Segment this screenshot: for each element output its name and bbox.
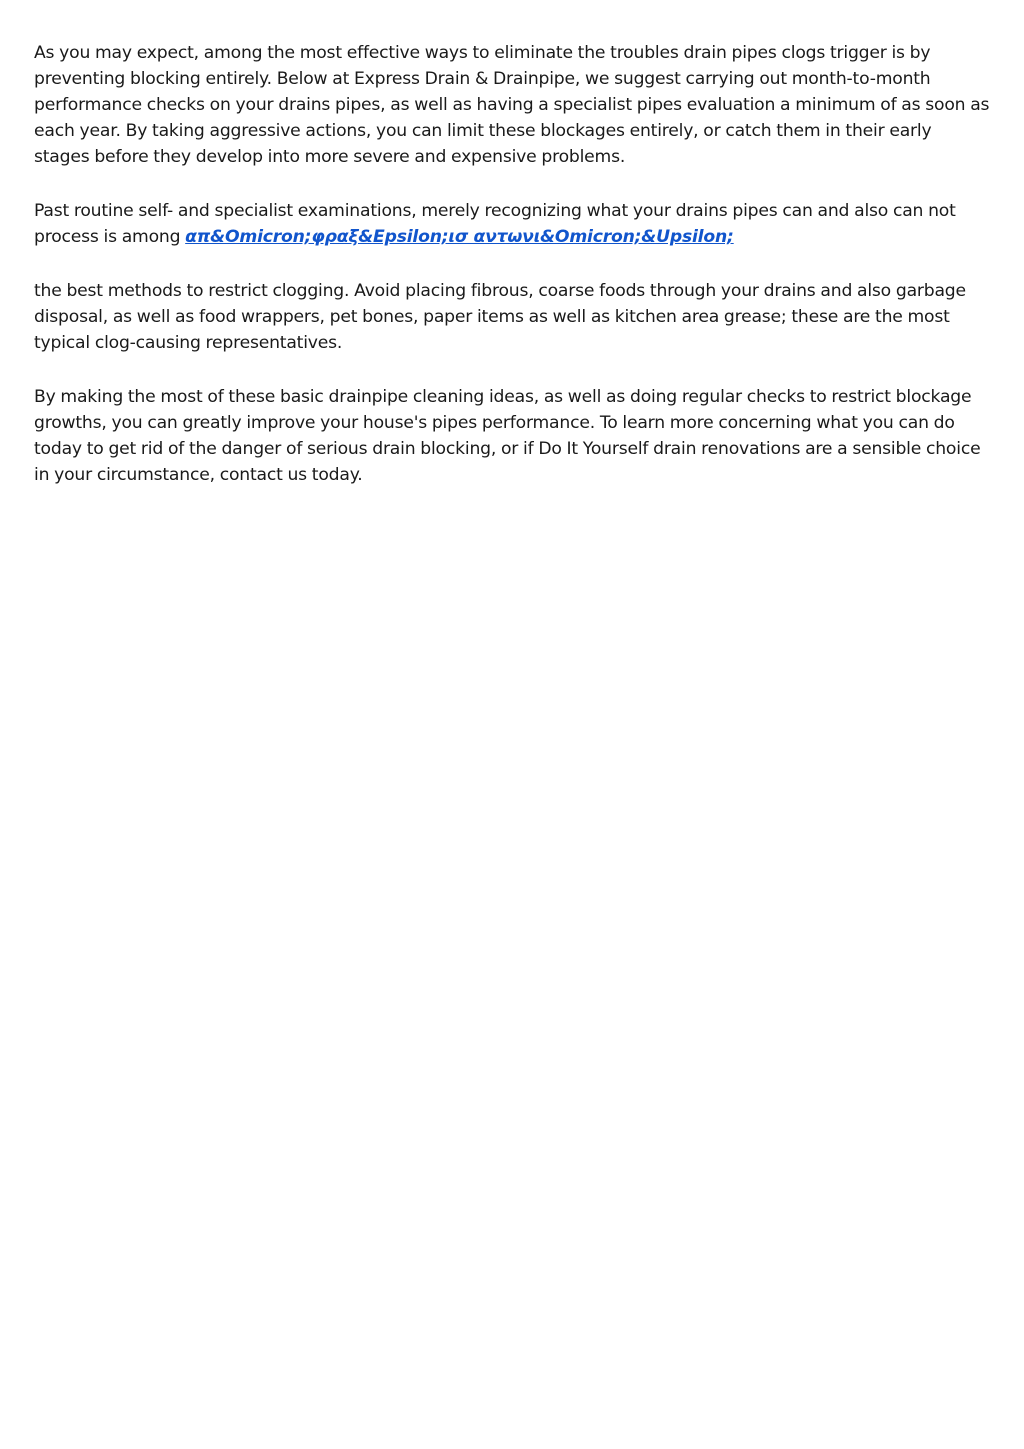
paragraph-prevention: As you may expect, among the most effective ways to eliminate the troubles drain pipes clogs trigger is by preventing blocking entirely. Below at Express Drain & Drainpipe, we suggest carrying out month-to-month performance checks on your drains pipes, as well as having a specialist pipes evaluation a minimum of as soon as each year. By taking aggressive actions, you can limit these blockages entirely, or catch them in their early stages before they develop into more severe and expensive problems. <box>34 43 990 167</box>
document-body <box>34 40 990 516</box>
paragraph-examinations <box>34 198 990 250</box>
paragraph-clogging: the best methods to restrict clogging. Avoid placing fibrous, coarse foods through your drains and also garbage disposal, as well as food wrappers, pet bones, paper items as well as kitchen area grease; these are the most typical clog-causing representatives. <box>34 281 966 353</box>
paragraph-conclusion: By making the most of these basic drainpipe cleaning ideas, as well as doing regular checks to restrict blockage growths, you can greatly improve your house's pipes performance. To learn more concerning what you can do today to get rid of the danger of serious drain blocking, or if Do It Yourself drain renovations are a sensible choice in your circumstance, contact us today. <box>34 387 981 485</box>
paragraph-examinations-text: Past routine self- and specialist examinations, merely recognizing what your drains pipes can and also can not process is among <box>34 201 956 247</box>
inline-link[interactable]: απ&Omicron;φραξ&Epsilon;ισ αντωνι&Omicron;&Upsilon; <box>185 227 734 247</box>
